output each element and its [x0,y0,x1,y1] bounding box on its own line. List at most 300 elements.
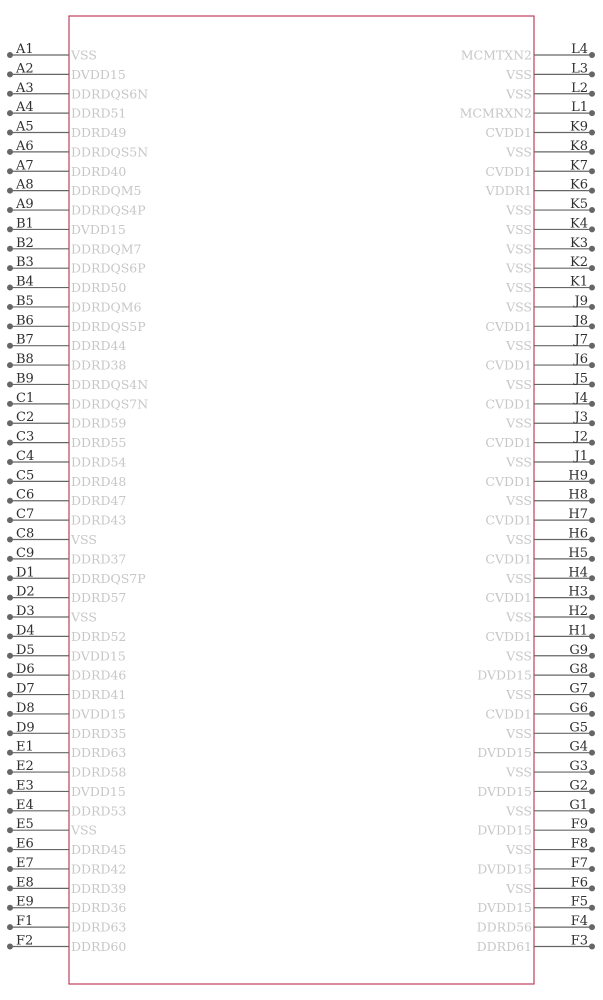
pin-C9 [7,546,126,567]
pin-A2 [7,61,126,82]
pin-terminal-dot [589,808,595,814]
pin-J6 [485,352,595,373]
pin-number: G5 [569,720,588,736]
pin-name: VSS [506,202,532,218]
pin-name: VSS [506,454,532,470]
pin-name: VSS [71,609,97,625]
pin-number: H1 [568,623,588,639]
pin-name: MCMRXN2 [459,105,532,121]
pin-name: VSS [506,299,532,315]
pin-name: DVDD15 [477,667,532,683]
pin-terminal-dot [589,847,595,853]
component-body-outline [69,16,534,984]
pin-L2 [505,81,595,102]
pin-K4 [505,216,595,237]
pin-terminal-dot [589,71,595,77]
pin-B2 [7,236,142,256]
pin-terminal-dot [7,924,13,930]
pin-terminal-dot [589,265,595,271]
pin-number: G9 [569,642,588,658]
pin-terminal-dot [7,362,13,368]
pin-number: D4 [16,623,35,639]
pin-name: VSS [71,532,97,547]
pin-number: K5 [570,197,588,213]
pin-number: D6 [16,662,35,678]
pin-number: E9 [16,894,34,910]
pin-number: D1 [16,565,35,581]
pin-E9 [7,895,126,916]
pin-name: DVDD15 [477,822,532,838]
pin-number: H2 [568,604,588,620]
pin-terminal-dot [589,285,595,291]
pin-name: DDRD40 [71,163,127,179]
pin-terminal-dot [7,847,13,853]
pin-B4 [7,275,126,296]
pin-G1 [505,798,595,819]
pin-E2 [7,759,126,780]
pin-name: VSS [506,764,532,780]
pin-terminal-dot [7,246,13,252]
pin-C4 [7,449,126,470]
pin-number: J5 [574,371,588,387]
pin-name: VSS [506,609,532,625]
pin-J1 [505,449,595,470]
pin-terminal-dot [7,517,13,523]
pin-name: DVDD15 [477,900,532,916]
pin-F2 [7,933,126,954]
pin-J8 [485,313,595,334]
pin-number: H8 [568,487,588,503]
pin-A8 [7,178,141,199]
pin-name: CVDD1 [485,512,532,528]
pin-F8 [505,837,595,858]
pin-terminal-dot [7,769,13,775]
right-pin-column [460,42,595,954]
pin-K6 [485,178,595,199]
pin-name: DDRD44 [71,338,127,354]
pin-terminal-dot [7,71,13,77]
pin-J2 [485,430,595,451]
pin-F7 [477,856,595,877]
pin-number: K8 [570,138,588,154]
pin-L1 [460,100,595,121]
pin-G3 [505,759,595,780]
pin-name: VSS [71,822,97,838]
pin-name: DDRDQM7 [71,241,142,257]
pin-number: H6 [568,526,588,542]
pin-name: DDRDQS6N [71,86,149,102]
pin-K5 [505,197,595,218]
pin-E5 [7,817,97,838]
pin-number: G1 [569,797,588,813]
pin-number: C7 [16,507,35,523]
pin-number: G2 [569,778,588,794]
pin-number: C9 [16,545,35,561]
pin-H1 [485,623,595,644]
pin-number: E4 [16,797,34,813]
pin-name: VSS [506,241,532,257]
pin-number: E6 [16,836,34,852]
pin-number: C4 [16,448,35,464]
pin-H3 [485,585,595,606]
pin-terminal-dot [7,633,13,639]
pin-number: A5 [16,119,34,135]
pin-name: VSS [506,221,532,237]
pin-terminal-dot [7,226,13,232]
pin-name: DVDD15 [71,648,126,664]
pin-terminal-dot [7,110,13,116]
pin-number: G6 [569,700,588,716]
pin-terminal-dot [589,362,595,368]
pin-name: VSS [506,260,532,276]
pin-terminal-dot [589,885,595,891]
pin-name: DDRDQM5 [71,183,142,199]
pin-terminal-dot [7,188,13,194]
pin-terminal-dot [7,614,13,620]
pin-E3 [7,778,126,799]
pin-name: DDRD52 [71,628,127,644]
pin-terminal-dot [7,711,13,717]
pin-number: G8 [569,662,588,678]
pin-number: D8 [16,700,35,716]
pin-name: VSS [506,687,532,703]
pin-terminal-dot [7,285,13,291]
pin-name: VSS [506,725,532,741]
pin-terminal-dot [589,110,595,116]
pin-D4 [7,623,126,644]
pin-name: CVDD1 [485,318,532,334]
pin-name: VSS [506,648,532,664]
pin-name: VSS [506,493,532,509]
pin-number: J9 [574,293,588,309]
pin-terminal-dot [589,595,595,601]
pin-number: F7 [570,855,588,871]
pin-number: F9 [570,817,588,833]
pin-J4 [485,391,595,412]
pin-number: K1 [570,274,588,290]
pin-number: B8 [16,352,34,368]
pin-name: DDRD51 [71,105,127,121]
pin-number: L3 [571,61,588,77]
pin-terminal-dot [589,943,595,949]
pin-number: D7 [16,681,35,697]
pin-name: CVDD1 [485,706,532,722]
pin-K7 [485,158,595,179]
pin-name: CVDD1 [485,435,532,451]
pin-name: VSS [506,803,532,819]
pin-L3 [505,61,595,82]
pin-number: E1 [16,739,34,755]
pin-E6 [7,837,126,858]
pin-terminal-dot [589,924,595,930]
pin-name: DDRD46 [71,667,127,683]
pin-number: B9 [16,371,34,387]
pin-number: K9 [570,119,588,135]
pin-F4 [477,914,595,935]
pin-number: D2 [16,584,35,600]
pin-name: CVDD1 [485,163,532,179]
pin-terminal-dot [7,750,13,756]
pin-terminal-dot [589,692,595,698]
pin-A6 [7,139,148,160]
pin-number: L1 [571,100,588,116]
pin-terminal-dot [589,672,595,678]
pin-name: CVDD1 [485,628,532,644]
pin-terminal-dot [589,149,595,155]
pin-J7 [505,333,595,354]
pin-number: F4 [570,914,588,930]
pin-terminal-dot [589,730,595,736]
pin-D3 [7,604,97,625]
pin-terminal-dot [589,440,595,446]
pin-number: F8 [570,836,588,852]
pin-number: F3 [570,933,588,949]
pin-number: A3 [16,80,34,96]
pin-terminal-dot [589,653,595,659]
pin-name: DDRD47 [71,493,127,509]
pin-terminal-dot [589,130,595,136]
pin-name: VSS [506,66,532,82]
pin-terminal-dot [589,304,595,310]
pin-J3 [505,410,595,431]
pin-D1 [7,565,146,586]
pin-G9 [505,643,595,664]
pin-number: F5 [570,894,588,910]
pin-terminal-dot [589,459,595,465]
pin-A7 [7,158,126,179]
pin-terminal-dot [7,323,13,329]
pin-terminal-dot [7,905,13,911]
pin-terminal-dot [589,556,595,562]
pin-name: DDRDQS5N [71,144,149,160]
pin-name: DDRD56 [476,919,532,935]
pin-terminal-dot [7,672,13,678]
pin-number: E5 [16,817,34,833]
pin-name: CVDD1 [485,396,532,412]
pin-number: A4 [16,100,34,116]
pin-name: VDDR1 [485,183,532,199]
pin-name: VSS [506,280,532,296]
pin-number: C1 [16,390,35,406]
pin-name: DDRD50 [71,280,127,296]
pin-K9 [485,120,595,141]
pin-F3 [477,933,595,954]
pin-name: CVDD1 [485,357,532,373]
pin-number: E2 [16,759,34,775]
pin-B6 [7,313,146,334]
pin-name: VSS [506,415,532,431]
pin-number: H9 [568,468,588,484]
pin-D7 [7,682,126,703]
pin-E7 [7,856,126,877]
pin-terminal-dot [7,459,13,465]
pin-name: DDRD63 [71,745,127,761]
pin-number: L2 [571,80,588,96]
pin-terminal-dot [7,420,13,426]
pin-name: DDRD55 [71,435,127,451]
pin-terminal-dot [589,866,595,872]
pin-terminal-dot [7,575,13,581]
pin-C3 [7,430,126,451]
pin-terminal-dot [589,420,595,426]
left-pin-column [7,42,148,954]
pin-number: J1 [574,448,588,464]
pin-terminal-dot [7,943,13,949]
pin-H8 [505,488,595,509]
pin-terminal-dot [589,614,595,620]
pin-name: VSS [506,86,532,102]
pin-name: DDRD60 [71,938,127,954]
pin-number: C2 [16,410,35,426]
pin-B5 [7,294,142,315]
pin-name: DDRD63 [71,919,127,935]
pin-number: C8 [16,526,35,542]
pin-terminal-dot [7,653,13,659]
pin-terminal-dot [589,575,595,581]
pin-number: C5 [16,468,35,484]
pin-number: H4 [568,565,588,581]
pin-terminal-dot [7,808,13,814]
pin-name: DDRD54 [71,454,127,470]
pin-name: DDRD37 [71,551,127,567]
pin-number: C3 [16,429,35,445]
pin-number: A1 [16,42,34,57]
pin-terminal-dot [589,168,595,174]
pin-terminal-dot [7,381,13,387]
pin-B9 [7,371,148,392]
pin-E8 [7,875,126,896]
pin-name: VSS [506,880,532,896]
pin-F9 [477,817,595,838]
pin-terminal-dot [7,692,13,698]
pin-number: K7 [570,158,588,174]
pin-terminal-dot [7,343,13,349]
pin-terminal-dot [589,343,595,349]
pin-C1 [7,391,148,412]
pin-A3 [7,81,148,102]
pin-name: DVDD15 [71,783,126,799]
pin-number: J2 [574,429,588,445]
pin-H9 [485,468,595,489]
pin-E1 [7,740,126,761]
pin-name: VSS [506,338,532,354]
pin-name: CVDD1 [485,473,532,489]
pin-H7 [485,507,595,528]
pin-number: B6 [16,313,34,329]
pin-K8 [505,139,595,160]
pin-name: CVDD1 [485,590,532,606]
pin-name: VSS [506,376,532,392]
pin-A9 [7,197,146,218]
pin-number: A2 [16,61,34,77]
pin-terminal-dot [589,52,595,58]
pin-terminal-dot [7,91,13,97]
pin-D2 [7,585,126,606]
pin-number: F2 [16,933,34,949]
pin-name: DDRD43 [71,512,127,528]
pin-number: J3 [574,410,588,426]
pin-name: DVDD15 [71,221,126,237]
pin-L4 [461,42,595,63]
pin-name: DVDD15 [477,745,532,761]
pin-G7 [505,682,595,703]
pin-name: DDRD53 [71,803,127,819]
pin-terminal-dot [7,866,13,872]
pin-B3 [7,255,146,276]
pin-name: DDRD36 [71,900,127,916]
pin-B8 [7,352,126,373]
pin-G5 [505,720,595,741]
pin-terminal-dot [7,498,13,504]
pin-J9 [505,294,595,315]
pin-K2 [505,255,595,276]
pin-D6 [7,662,126,683]
pin-number: B4 [16,274,34,290]
pin-name: VSS [506,144,532,160]
pin-number: J7 [574,332,588,348]
pin-A5 [7,120,126,141]
pin-B7 [7,333,126,354]
pin-terminal-dot [7,52,13,58]
pin-K3 [505,236,595,256]
pin-terminal-dot [589,788,595,794]
pin-F6 [505,875,595,896]
pin-terminal-dot [7,595,13,601]
pin-number: K2 [570,255,588,271]
pin-terminal-dot [589,633,595,639]
pin-terminal-dot [7,478,13,484]
pin-number: G7 [569,681,588,697]
pin-terminal-dot [589,905,595,911]
pin-name: DDRD41 [71,687,127,703]
pin-terminal-dot [589,401,595,407]
pin-number: D9 [16,720,35,736]
pin-H4 [505,565,595,586]
pin-number: A8 [16,177,34,193]
pin-C8 [7,527,97,548]
pin-name: VSS [71,47,97,63]
pin-C7 [7,507,126,528]
pin-terminal-dot [7,207,13,213]
pin-name: VSS [506,842,532,858]
pin-name: CVDD1 [485,125,532,141]
pin-terminal-dot [7,265,13,271]
pin-number: F6 [570,875,588,891]
pin-number: L4 [571,42,588,57]
pin-K1 [505,275,595,296]
pin-name: DDRD39 [71,880,127,896]
pin-number: C6 [16,487,35,503]
pin-number: H3 [568,584,588,600]
pin-number: F1 [16,914,34,930]
pin-E4 [7,798,126,819]
pin-number: J8 [574,313,588,329]
pin-number: A6 [16,138,34,154]
pin-name: DDRD49 [71,125,127,141]
pin-terminal-dot [7,730,13,736]
pin-J5 [505,371,595,392]
pin-name: DDRD42 [71,861,127,877]
pin-name: DDRD57 [71,590,127,606]
pin-name: DDRD61 [476,938,532,954]
pin-name: DVDD15 [71,706,126,722]
pin-D8 [7,701,126,722]
pin-terminal-dot [589,478,595,484]
pin-number: J6 [574,352,588,368]
pin-G6 [485,701,595,722]
pin-terminal-dot [589,188,595,194]
pin-name: DDRDQS4N [71,376,149,392]
